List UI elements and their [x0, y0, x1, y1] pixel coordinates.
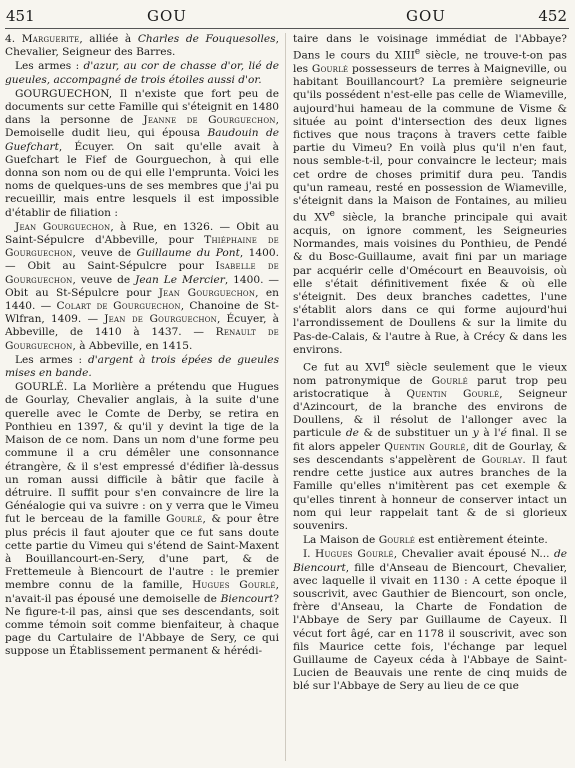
- column-divider: [285, 33, 286, 761]
- arms-paragraph-1: Les armes : d'azur, au cor de chasse d'or, lié de gueules, accompagné de trois étoiles aussi d'or.: [5, 60, 279, 86]
- family-name-gourle: GOURLÉ: [15, 381, 64, 394]
- entry-gourle: GOURLÉ. La Morlière a prétendu que Hugues de Gourlay, Chevalier anglais, à la suite d'une querelle avec le Comte de Derby, se retira en Ponthieu en 1397, & qu'il y devint la tige de la Maison de ce nom. Dans un nom d'une forme peu commune il a cru démêler une consonnance étrangère, & il s'est empressé d'édifier là-dessus un roman aussi difficile à bâtir que facile à détruire. Il suffit pour s'en convaincre de lire la Généalogie qui va suivre : on y verra que le Vimeu fut le berceau de la famille Gourlé, & pour être plus précis il faut ajouter que ce fut sans doute cette partie du Vimeu qui s'étend de Saint-Maxent à Bouillancourt-en-Sery, d'une part, & de Frettemeule à Biencourt de l'autre : le premier membre connu de la famille, Hugues Gourlé, n'avait-il pas épousé une demoiselle de Biencourt? Ne figure-t-il pas, ainsi que ses descendants, soit comme témoin soit comme bienfaiteur, à chaque page du Cartulaire de l'Abbaye de Sery, ce qui suppose un Établissement permanent & hérédi-: [5, 381, 279, 658]
- header-rule: [5, 28, 569, 29]
- family-name-gourguechon: GOURGUECHON: [15, 87, 109, 100]
- sixteenth-century-paragraph: Ce fut au XVIe siècle seulement que le vieux nom patronymique de Gourlé parut trop peu aristocratique à Quentin Gourlé, Seigneur d'Azincourt, de la branche des environs de Doullens, & il résolut de l'allonger avec la particule de & de substituer un y à l'é final. Il se fit alors appeler Quentin Gourlé, dit de Gourlay, & ses descendants s'appelèrent de Gourlay. Il faut rendre cette justice aux autres branches de la Famille qu'elles n'imitèrent pas cet exemple & qu'elles tinrent à honneur de conserver intact un nom qui leur rappelait tant & de si glorieux souvenirs.: [293, 358, 567, 532]
- members-list: Jean Gourguechon, à Rue, en 1326. — Obit au Saint-Sépulcre d'Abbeville, pour Thiéphaine de Gourguechon, veuve de Guillaume du Pont, 1400. — Obit au Saint-Sépulcre pour Isabelle de Gourguechon, veuve de Jean Le Mercier, 1400. — Obit au St-Sépulcre pour Jean Gourguechon, en 1440. — Colart de Gourguechon, Chanoine de St-Wlfran, 1409. — Jean de Gourguechon, Écuyer, à Abbeville, de 1410 à 1437. — Renault de Gourguechon, à Abbeville, en 1415.: [5, 220, 279, 352]
- running-header: [0, 6, 575, 28]
- entry-gourguechon: GOURGUECHON, Il n'existe que fort peu de documents sur cette Famille qui s'éteignit en 1480 dans la personne de Jeanne de Gourguechon, Demoiselle dudit lieu, qui épousa Baudouin de Guefchart, Écuyer. On sait qu'elle avait à Guefchart le Fief de Gourguechon, à qui elle donna son nom ou de qui elle l'emprunta. Voici les noms de quelques-uns de ses membres que j'ai pu recueillir, mais entre lesquels il est impossible d'établir de filiation :: [5, 87, 279, 219]
- entry-hugues-gourle: I. Hugues Gourlé, Chevalier avait épousé N... de Biencourt, fille d'Anseau de Biencourt, Chevalier, avec laquelle il vivait en 1130 : A cette époque il souscrivit, avec Gauthier de Biencourt, son oncle, frère d'Anseau, la Charte de Fondation de l'Abbaye de Sery par Guillaume de Cayeux. Il vécut fort âgé, car en 1178 il souscrivit, avec son fils Maurice cette fois, l'échange par lequel Guillaume de Cayeux céda à l'Abbaye de Saint-Lucien de Beauvais une rente de cinq muids de blé sur l'Abbaye de Sery au lieu de ce que: [293, 548, 567, 693]
- continuation-paragraph: taire dans le voisinage immédiat de l'Abbaye? Dans le cours du XIIIe siècle, ne trouve-t-on pas les Gourlé possesseurs de terres à Maigneville, ou habitant Bouillancourt? La première seigneurie qu'ils possédent n'est-elle pas celle de Wiameville, aujourd'hui hameau de la commune de Visme & située au point d'intersection des deux lignes fictives que nous traçons à travers cette faible partie du Vimeu? En voilà plus qu'il n'en faut, nous semble-t-il, pour convaincre le lecteur; mais cet ordre de choses primitif dura peu. Tandis qu'un rameau, resté en possession de Wiameville, s'éteignit dans la Maison de Fontaines, au milieu du XVe siècle, la branche principale qui avait acquis, on ignore comment, les Seigneuries Normandes, mais voisines du Ponthieu, de Pendé & du Bosc-Guillaume, avait fini par un mariage par acquérir celle d'Omécourt en Beauvoisis, où elle s'était définitivement fixée & où elle s'éteignit. Des deux branches cadettes, l'une s'établit alors dans ce qui forme aujourd'hui l'arrondissement de Doullens & sur la limite du Pas-de-Calais, & l'autre à Rue, à Crécy & dans les environs.: [293, 33, 567, 356]
- left-column: [5, 33, 279, 763]
- extinct-note: La Maison de Gourlé est entièrement éteinte.: [303, 534, 548, 547]
- header-word-right: GOU: [406, 7, 446, 25]
- header-word-left: GOU: [147, 7, 187, 25]
- right-column: [293, 33, 567, 763]
- page-number-left: 451: [6, 7, 35, 25]
- arms-paragraph-2: Les armes : d'argent à trois épées de gueules mises en bande.: [5, 353, 279, 380]
- entry-marguerite: 4. Marguerite, alliée à Charles de Fouquesolles, Chevalier, Seigneur des Barres.: [5, 33, 279, 59]
- page-number-right: 452: [538, 7, 567, 25]
